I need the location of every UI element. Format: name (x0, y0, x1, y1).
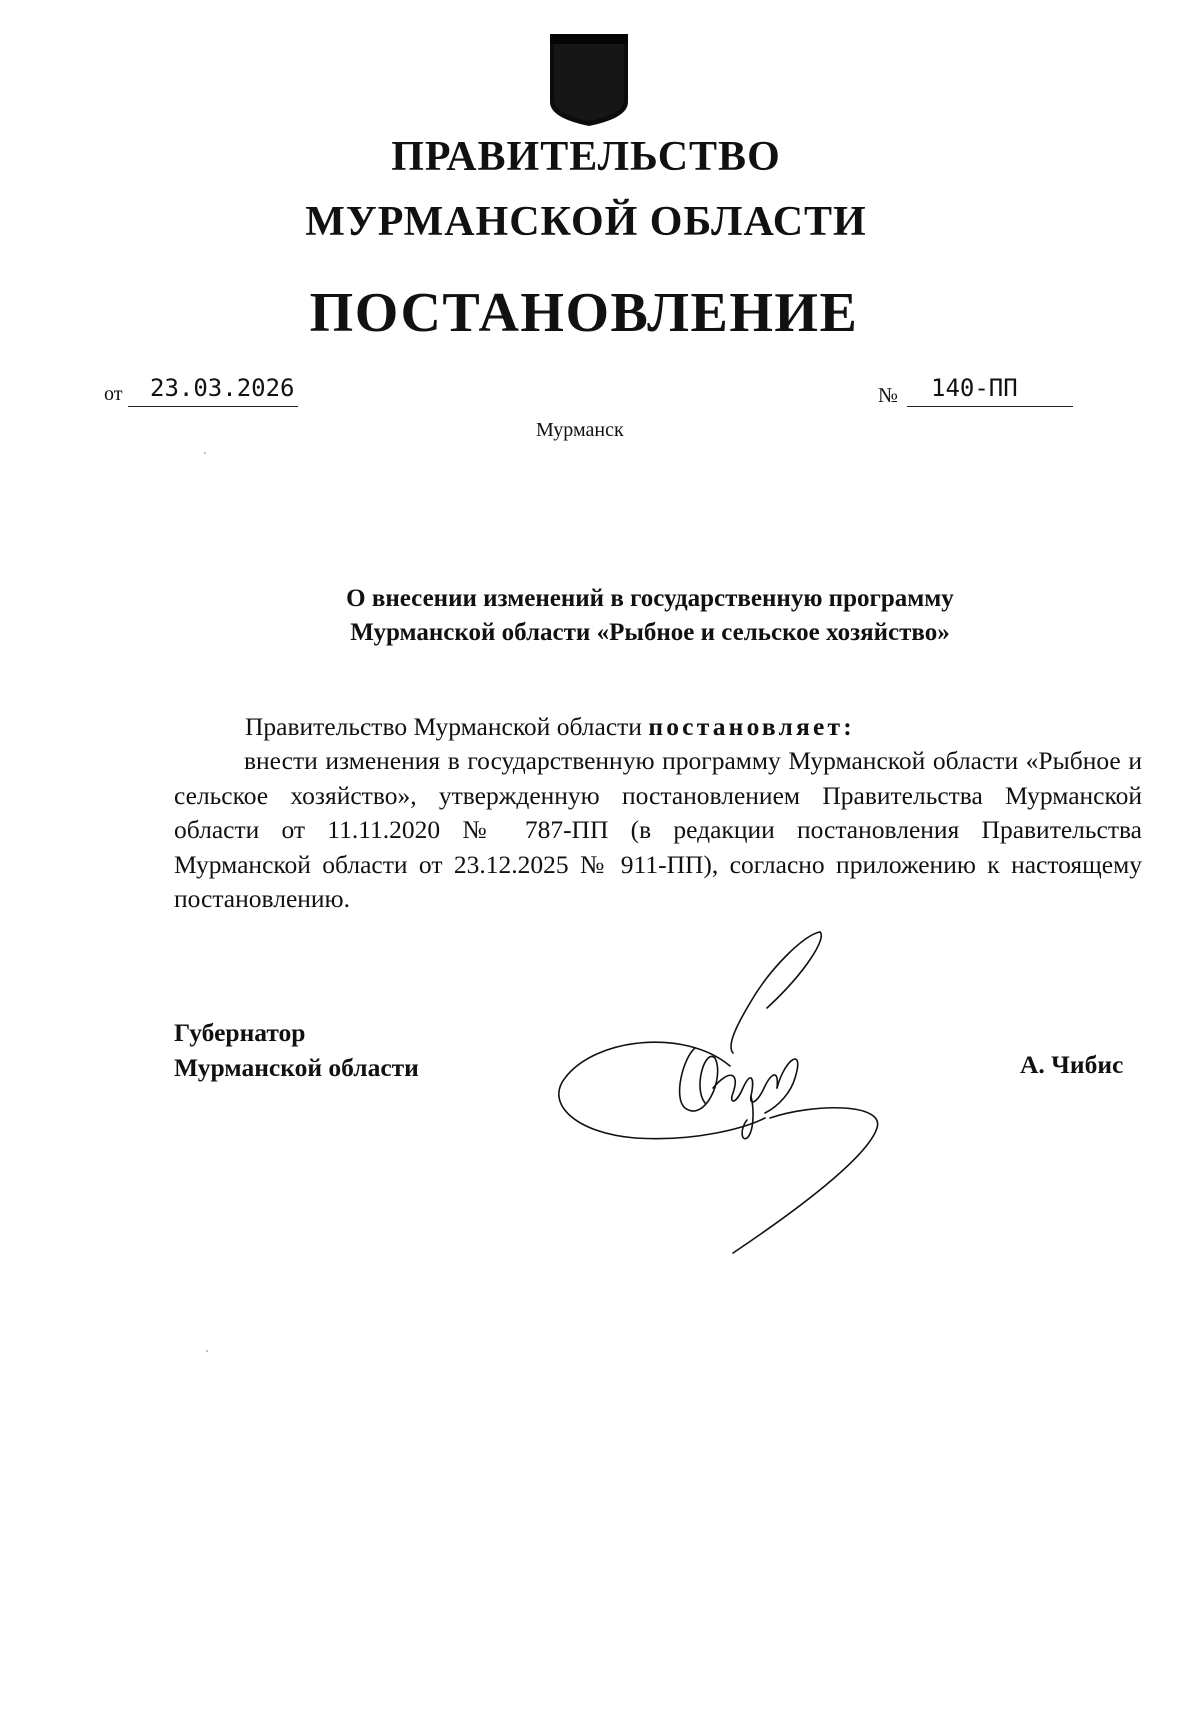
intro-verb: постановляет: (648, 712, 855, 741)
date-prefix: от (104, 383, 123, 405)
number-value: 140-ПП (931, 374, 1018, 402)
scan-speck (204, 452, 206, 454)
city-name: Мурманск (536, 419, 624, 441)
number-field (907, 372, 1073, 407)
intro-lead: Правительство Мурманской области (245, 712, 649, 741)
signatory-title-line1: Губернатор (174, 1018, 306, 1047)
resolution-paragraph: внести изменения в государственную программу Мурманской области «Рыбное и сельское хозяйство», утвержденную постановлением Правительства Мурманской области от 11.11.2020 № 787-ПП (в редакции постановления Правительства Мурманской области от 23.12.2025 № 911-ПП), согласно приложению к настоящему постановлению. (174, 746, 1142, 913)
handwritten-signature-icon (555, 928, 915, 1258)
coat-of-arms-icon (548, 32, 630, 128)
date-field (128, 372, 298, 407)
government-name-line2: МУРМАНСКОЙ ОБЛАСТИ (305, 199, 867, 245)
document-type-title: ПОСТАНОВЛЕНИЕ (309, 282, 859, 344)
date-value: 23.03.2026 (150, 374, 295, 402)
signatory-title (174, 1015, 419, 1085)
signatory-name: А. Чибис (1020, 1050, 1124, 1079)
government-name-line1: ПРАВИТЕЛЬСТВО (391, 134, 781, 180)
subject-line1: О внесении изменений в государственную программу (346, 585, 954, 612)
number-prefix: № (878, 383, 899, 407)
subject-line2: Мурманской области «Рыбное и сельское хозяйство» (350, 619, 950, 646)
scan-speck (206, 1350, 208, 1352)
intro-text (245, 710, 855, 745)
signatory-title-line2: Мурманской области (174, 1053, 419, 1082)
